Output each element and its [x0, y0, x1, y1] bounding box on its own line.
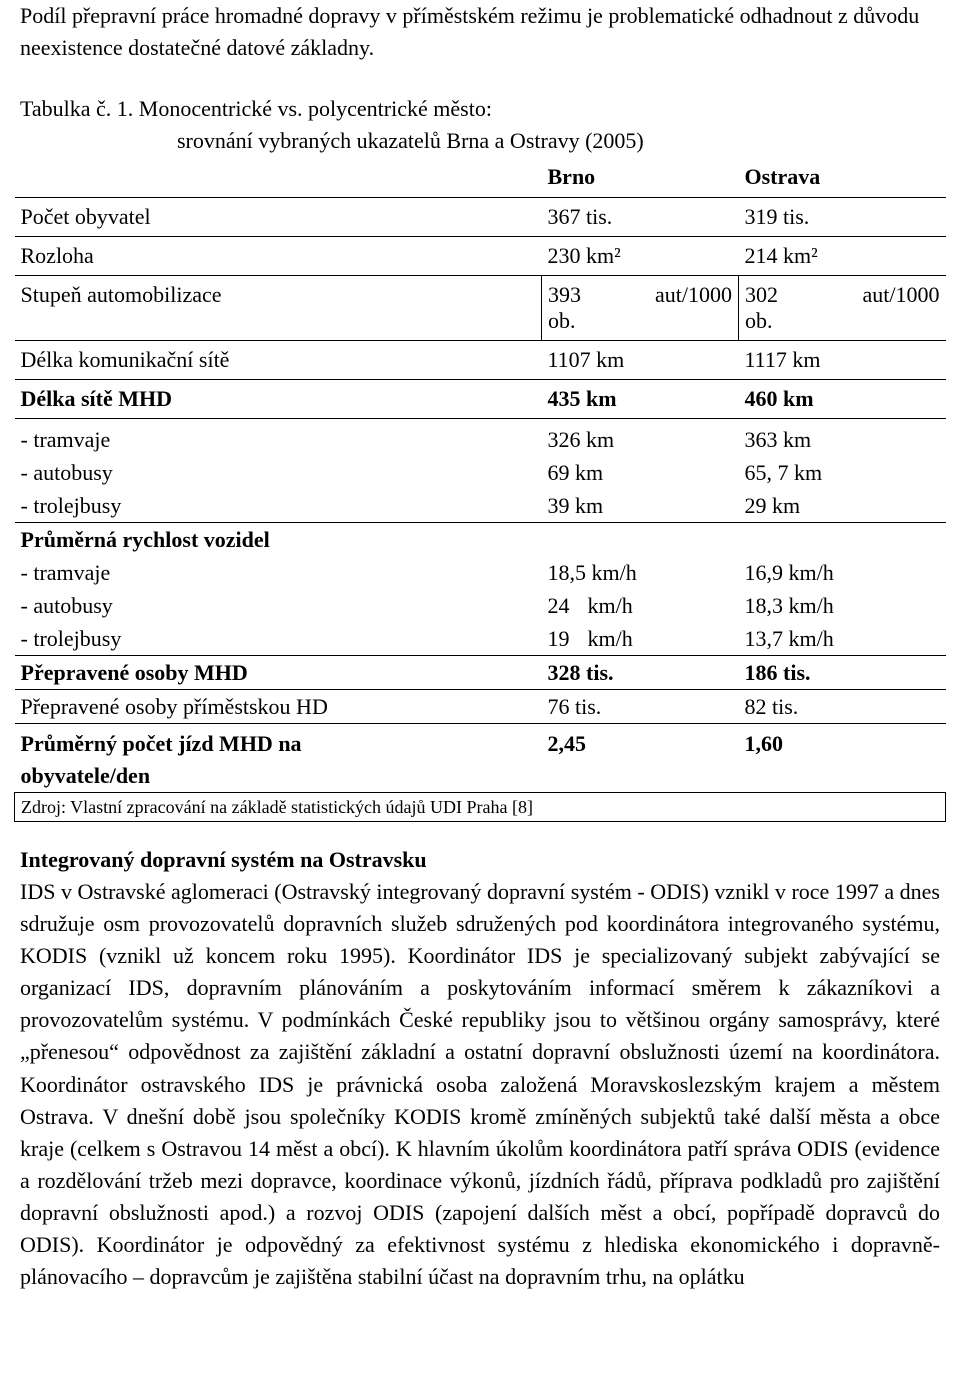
pt-trolley-ostrava: 29 km — [739, 489, 946, 523]
row-source — [15, 793, 946, 822]
pt-tram-brno: 326 km — [547, 427, 615, 452]
speed-bus-ostrava: 18,3 km/h — [744, 593, 834, 618]
speed-tram-brno: 18,5 km/h — [547, 560, 637, 585]
speed-trolley-brno-num: 19 — [547, 626, 570, 651]
pt-bus-ostrava: 65, 7 km — [744, 460, 823, 485]
car-ownership-brno — [542, 276, 739, 341]
label-suburban-passengers: Přepravené osoby příměstskou HD — [15, 690, 542, 724]
label-road-length: Délka komunikační sítě — [15, 341, 542, 380]
trips-brno: 2,45 — [547, 731, 586, 756]
table-caption-line1: Tabulka č. 1. Monocentrické vs. polycentrické město: — [20, 96, 492, 121]
pt-length-ostrava: 460 km — [739, 380, 946, 419]
car-ownership-ostrava-num: 302 — [745, 282, 778, 307]
car-ownership-brno-tail: ob. — [548, 308, 576, 333]
label-trips-per-capita — [15, 724, 542, 793]
row-trips-per-capita — [15, 724, 946, 793]
label-pt-bus: - autobusy — [20, 460, 113, 485]
car-ownership-ostrava-tail: ob. — [745, 308, 773, 333]
label-speed-tram: - tramvaje — [20, 560, 111, 585]
speed-bus-brno-num: 24 — [547, 593, 570, 618]
label-pt-passengers: Přepravené osoby MHD — [15, 656, 542, 690]
row-suburban-passengers — [15, 690, 946, 724]
table-caption — [20, 93, 940, 157]
label-car-ownership: Stupeň automobilizace — [15, 276, 542, 341]
population-brno: 367 tis. — [542, 198, 739, 237]
pt-tram-ostrava: 363 km — [744, 427, 812, 452]
pt-passengers-brno: 328 tis. — [542, 656, 739, 690]
row-speed-trolley — [15, 622, 946, 656]
suburban-passengers-ostrava: 82 tis. — [739, 690, 946, 724]
comparison-table — [14, 159, 946, 822]
table-source-note: Zdroj: Vlastní zpracování na základě statistických údajů UDI Praha [8] — [15, 793, 946, 822]
speed-trolley-brno — [542, 622, 739, 656]
speed-bus-brno — [542, 589, 739, 622]
header-empty-cell — [15, 159, 542, 198]
intro-paragraph: Podíl přepravní práce hromadné dopravy v příměstském režimu je problematické odhadnout z důvodu neexistence dostatečné datové základny. — [20, 3, 920, 60]
speed-trolley-brno-unit: km/h — [587, 626, 633, 651]
row-speed-bus — [15, 589, 946, 622]
row-pt-tram — [15, 419, 946, 457]
population-ostrava: 319 tis. — [739, 198, 946, 237]
row-area — [15, 237, 946, 276]
trips-label-line1: Průměrný počet jízd MHD na — [20, 731, 302, 756]
section-body: IDS v Ostravské aglomeraci (Ostravský integrovaný dopravní systém - ODIS) vznikl v roce 1997 a dnes sdružuje osm provozovatelů dopravních služeb sdružených pod koordinátora integrovaného systému, KODIS (vznikl už koncem roku 1995). Koordinátor IDS je specializovaný subjekt zabývající se organizací IDS, dopravním plánováním a poskytováním informací směrem k zákazníkovi a provozovatelům systému. V podmínkách České republiky jsou to většinou orgány samosprávy, které „přenesou“ odpovědnost za zajištění základní a ostatní dopravní obslužnosti území na koordinátora. Koordinátor ostravského IDS je právnická osoba založená Moravskoslezským krajem a městem Ostrava. V dnešní době jsou společníky KODIS kromě zmíněných subjektů také další města a obce kraje (celkem s Ostravou 14 měst a obcí). K hlavním úkolům koordinátora patří správa ODIS (evidence a rozdělování tržeb mezi dopravce, koordinace výkonů, jízdních řádů, příprava podkladů pro zajištění dopravní obslužnosti apod.) a rozvoj ODIS (zapojení dalších měst a obcí, popřípadě dopravců do ODIS). Koordinátor je odpovědný za efektivnost systému z hlediska ekonomického i dopravně-plánovacího – dopravcům je zajištěna stabilní účast na dopravním trhu, na oplátku — [20, 879, 940, 1290]
header-ostrava: Ostrava — [739, 159, 946, 198]
pt-length-brno: 435 km — [542, 380, 739, 419]
row-pt-length — [15, 380, 946, 419]
row-pt-trolley — [15, 489, 946, 523]
row-pt-passengers — [15, 656, 946, 690]
car-ownership-ostrava — [739, 276, 946, 341]
speed-bus-brno-unit: km/h — [587, 593, 633, 618]
label-population: Počet obyvatel — [15, 198, 542, 237]
suburban-passengers-brno: 76 tis. — [542, 690, 739, 724]
label-pt-length: Délka sítě MHD — [15, 380, 542, 419]
pt-bus-brno: 69 km — [547, 460, 604, 485]
road-length-brno: 1107 km — [542, 341, 739, 380]
row-road-length — [15, 341, 946, 380]
car-ownership-brno-num: 393 — [548, 282, 581, 307]
label-area: Rozloha — [15, 237, 542, 276]
label-speed-trolley: - trolejbusy — [15, 622, 542, 656]
row-speed-tram — [15, 556, 946, 589]
table-header-row — [15, 159, 946, 198]
pt-passengers-ostrava: 186 tis. — [739, 656, 946, 690]
road-length-ostrava: 1117 km — [739, 341, 946, 380]
label-speed-bus: - autobusy — [20, 593, 113, 618]
trips-ostrava: 1,60 — [744, 731, 783, 756]
speed-tram-ostrava: 16,9 km/h — [744, 560, 834, 585]
speed-trolley-ostrava: 13,7 km/h — [739, 622, 946, 656]
table-caption-line2: srovnání vybraných ukazatelů Brna a Ostravy (2005) — [177, 128, 644, 153]
label-pt-trolley: - trolejbusy — [15, 489, 542, 523]
car-ownership-ostrava-unit: aut/1000 — [862, 282, 940, 307]
row-car-ownership — [15, 276, 946, 341]
section-heading: Integrovaný dopravní systém na Ostravsku — [20, 847, 427, 872]
pt-trolley-brno: 39 km — [542, 489, 739, 523]
row-speed-heading — [15, 523, 946, 557]
area-brno: 230 km² — [542, 237, 739, 276]
label-pt-tram: - tramvaje — [20, 427, 111, 452]
label-speed-heading: Průměrná rychlost vozidel — [20, 527, 270, 552]
row-population — [15, 198, 946, 237]
trips-label-line2: obyvatele/den — [20, 763, 151, 788]
row-pt-bus — [15, 456, 946, 489]
header-brno: Brno — [542, 159, 739, 198]
area-ostrava: 214 km² — [739, 237, 946, 276]
car-ownership-brno-unit: aut/1000 — [655, 282, 732, 307]
